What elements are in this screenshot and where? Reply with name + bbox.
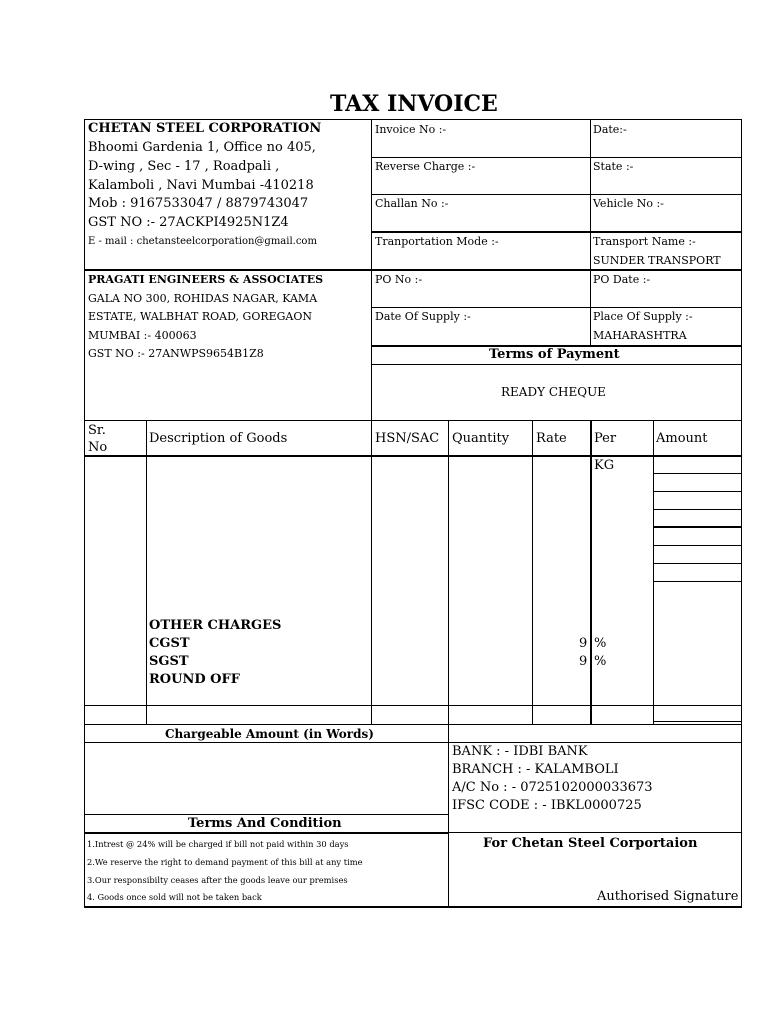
column-divider [371,456,372,724]
terms-item: 4. Goods once sold will not be taken back [87,892,262,902]
sgst-unit: % [594,654,607,669]
charge-label-round-off: ROUND OFF [149,672,240,687]
bank-branch: BRANCH : - KALAMBOLI [452,762,619,777]
col-header-sr: Sr. [88,423,106,438]
buyer-name: PRAGATI ENGINEERS & ASSOCIATES [88,273,324,286]
column-divider [371,119,372,456]
unit-value: KG [594,458,615,473]
col-header-quantity: Quantity [452,431,510,446]
terms-item: 2.We reserve the right to demand payment of this bill at any time [87,857,363,867]
col-header-amount: Amount [656,431,708,446]
transport-mode-label: Tranportation Mode :- [375,235,499,248]
terms-item: 1.Intrest @ 24% will be charged if bill not paid within 30 days [87,839,349,849]
terms-of-payment-heading: Terms of Payment [489,347,620,362]
row-divider [84,705,741,706]
table-border-right [741,119,742,907]
buyer-address-line: GALA NO 300, ROHIDAS NAGAR, KAMA [88,292,318,305]
row-divider [84,269,741,271]
vehicle-no-label: Vehicle No :- [593,197,664,210]
column-divider [653,420,654,724]
seller-mobile: Mob : 9167533047 / 8879743047 [88,196,309,211]
row-divider [371,231,741,233]
column-divider [590,420,592,724]
bank-name: BANK : - IDBI BANK [452,744,588,759]
invoice-title: TAX INVOICE [330,91,498,117]
seller-address-line: D-wing , Sec - 17 , Roadpali , [88,159,280,174]
row-divider [371,194,741,195]
chargeable-amount-heading: Chargeable Amount (in Words) [165,727,374,741]
seller-address-line: Kalamboli , Navi Mumbai -410218 [88,178,314,193]
col-header-no: No [88,440,108,455]
column-divider [532,420,533,724]
bank-ifsc: IFSC CODE : - IBKL0000725 [452,798,642,813]
signature-company: For Chetan Steel Corportaion [483,836,698,851]
row-divider [371,157,741,158]
col-header-description: Description of Goods [149,431,288,446]
cgst-rate: 9 [579,636,588,651]
place-of-supply-value: MAHARASHTRA [593,329,687,342]
po-no-label: PO No :- [375,273,423,286]
date-label: Date:- [593,123,627,136]
payment-term-value: READY CHEQUE [501,385,606,399]
seller-address-line: Bhoomi Gardenia 1, Office no 405, [88,140,316,155]
buyer-address-line: MUMBAI :- 400063 [88,329,197,342]
charge-label-other: OTHER CHARGES [149,618,282,633]
charge-label-cgst: CGST [149,636,190,651]
terms-item: 3.Our responsibilty ceases after the goods leave our premises [87,875,348,885]
column-divider [448,420,449,724]
table-border-bottom [84,906,742,908]
charge-label-sgst: SGST [149,654,189,669]
column-divider [448,724,449,906]
row-divider [84,814,448,815]
transport-name-label: Transport Name :- [593,235,696,248]
row-divider [448,832,741,833]
challan-no-label: Challan No :- [375,197,449,210]
row-divider [371,364,741,365]
transport-name-value: SUNDER TRANSPORT [593,254,721,267]
row-divider [84,420,741,421]
row-divider [371,307,741,308]
date-of-supply-label: Date Of Supply :- [375,310,471,323]
state-label: State :- [593,160,634,173]
seller-gst: GST NO :- 27ACKPI4925N1Z4 [88,215,289,230]
table-border-top [84,119,742,120]
table-border-left [84,119,85,907]
row-divider [653,721,741,722]
sgst-rate: 9 [579,654,588,669]
authorised-signature-label: Authorised Signature [597,889,739,904]
row-divider [84,742,741,743]
row-divider [653,509,741,510]
col-header-rate: Rate [536,431,567,446]
row-divider [653,491,741,492]
buyer-address-line: ESTATE, WALBHAT ROAD, GOREGAON [88,310,313,323]
invoice-no-label: Invoice No :- [375,123,447,136]
buyer-gst: GST NO :- 27ANWPS9654B1Z8 [88,347,264,360]
col-header-hsn: HSN/SAC [375,431,440,446]
seller-name: CHETAN STEEL CORPORATION [88,121,322,136]
cgst-unit: % [594,636,607,651]
row-divider [653,563,741,564]
row-divider [653,526,741,528]
row-divider [84,832,448,834]
terms-heading: Terms And Condition [188,816,342,831]
row-divider [84,724,741,725]
col-header-per: Per [594,431,617,446]
place-of-supply-label: Place Of Supply :- [593,310,693,323]
row-divider [653,545,741,546]
bank-account: A/C No : - 0725102000033673 [452,780,653,795]
reverse-charge-label: Reverse Charge :- [375,160,476,173]
row-divider [653,473,741,474]
po-date-label: PO Date :- [593,273,651,286]
row-divider [84,455,741,457]
seller-email: E - mail : chetansteelcorporation@gmail.com [88,236,317,247]
column-divider [146,420,147,724]
row-divider [653,581,741,582]
